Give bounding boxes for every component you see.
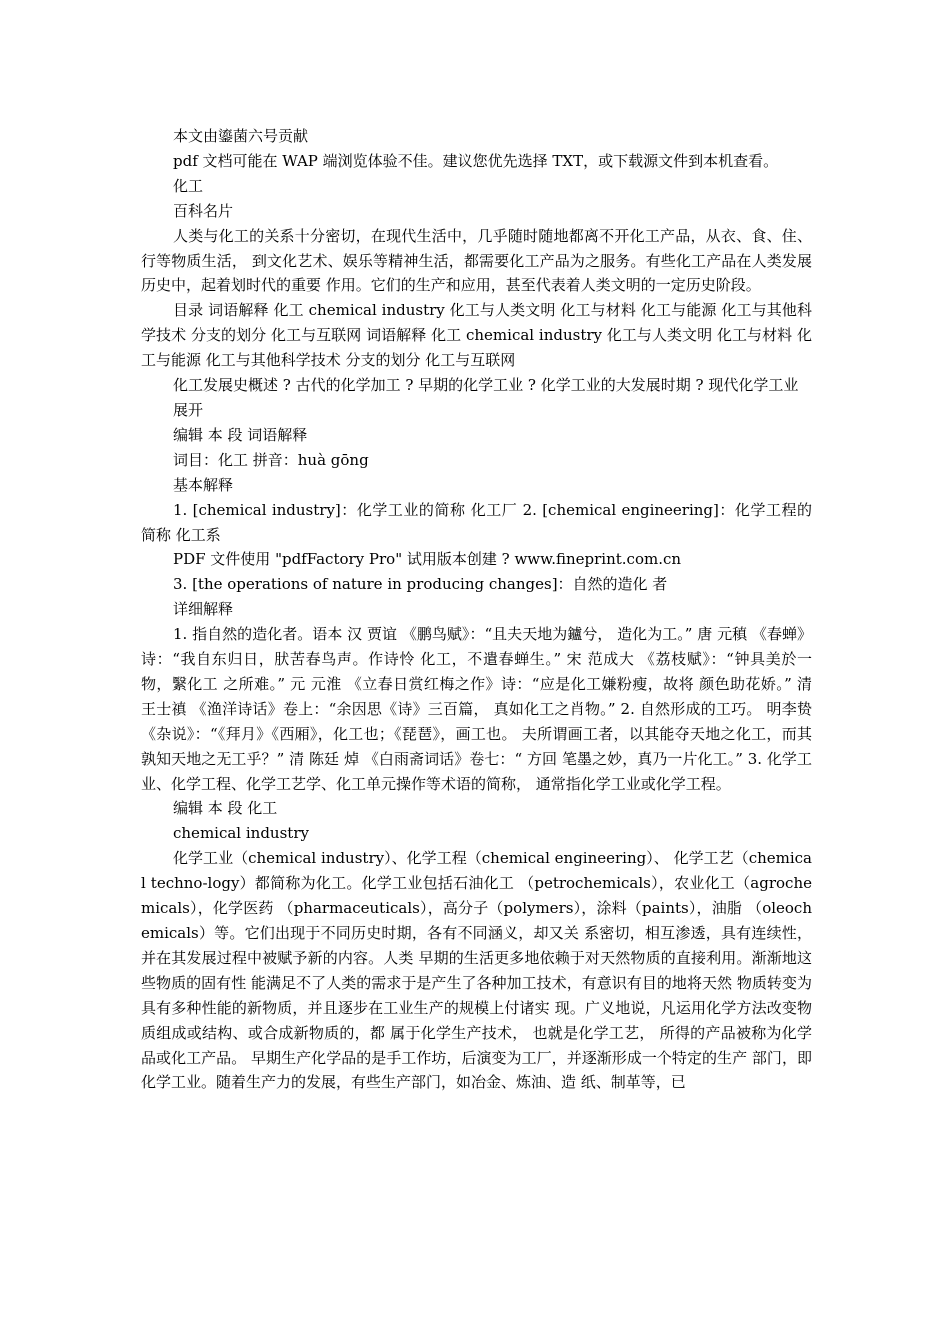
detailed-explanation: 1. 指自然的造化者。语本 汉 贾谊 《鹏鸟赋》：“且夫天地为鑪兮， 造化为工。” 唐 元稹 《春蝉》诗：“我自东归日，肰苦春鸟声。作诗怜 化工，不遣春蝉生。” 宋 范成大 《荔枝赋》：“钟具美於一物，繄化工 之所难。” 元 元淮 《立春日赏红梅之作》诗：“应是化工嫌粉瘦，故将 颜色助花娇。” 清 王士禛 《渔洋诗话》卷上：“余因思《诗》三百篇， 真如化工之肖物。” 2. 自然形成的工巧。 明李贽 《杂说》：“《拜月》《西厢》，化工也；《琵琶》，画工也。 夫所谓画工者，以其能夺天地之化工，而其孰知天地之无工乎？” 清 陈廷 焯 《白雨斋词话》卷七：“ 方回 笔墨之妙，真乃一片化工。” 3. 化学工业、化学工程、化学工艺学、化工单元操作等术语的简称， 通常指化学工业或化学工程。 <box>141 625 812 793</box>
section-heading-terms: 编辑 本 段 词语解释 <box>173 425 308 444</box>
document-page <box>141 124 812 1095</box>
section-heading-chemical: 编辑 本 段 化工 <box>173 799 278 818</box>
term-pinyin: 词目：化工 拼音：huà gōng <box>173 450 369 469</box>
contributor-line: 本文由鎏菌六号贡献 <box>173 127 309 145</box>
intro-paragraph: 人类与化工的关系十分密切，在现代生活中，几乎随时随地都离不开化工产品，从衣、食、住、行等物质生活， 到文化艺术、娱乐等精神生活，都需要化工产品为之服务。有些化工产品在人类发展历史中，起着划时代的重要 作用。它们的生产和应用，甚至代表着人类文明的一定历史阶段。 <box>141 226 812 295</box>
detailed-explanation-heading: 详细解释 <box>173 600 234 619</box>
section-heading-baike: 百科名片 <box>173 201 234 220</box>
document-title: 化工 <box>173 176 204 195</box>
basic-explanation-heading: 基本解释 <box>173 475 234 494</box>
history-outline: 化工发展史概述 ? 古代的化学加工 ? 早期的化学工业 ? 化学工业的大发展时期 ? 现代化学工业 <box>173 376 799 395</box>
expand-link[interactable]: 展开 <box>173 400 204 419</box>
basic-explanation-3: 3. [the operations of nature in producing changes]：自然的造化 者 <box>173 575 668 594</box>
body-paragraph: 化学工业（chemical industry）、化学工程（chemical engineering）、 化学工艺（chemical techno-logy）都简称为化工。化学工业包括石油化工 （petrochemicals），农业化工（agrochemicals），化学医药 （pharmaceuticals），高分子（polymers），涂料（paints），油脂 （oleochemicals）等。它们出现于不同历史时期，各有不同涵义，却又关 系密切，相互渗透，具有连续性，并在其发展过程中被赋予新的内容。人类 早期的生活更多地依赖于对天然物质的直接利用。渐渐地这些物质的固有性 能满足不了人类的需求于是产生了各种加工技术，有意识有目的地将天然 物质转变为具有多种性能的新物质，并且逐步在工业生产的规模上付诸实 现。广义地说，凡运用化学方法改变物质组成或结构、或合成新物质的，都 属于化学生产技术， 也就是化学工艺， 所得的产品被称为化学品或化工产品。 早期生产化学品的是手工作坊，后演变为工厂，并逐渐形成一个特定的生产 部门，即化学工业。随着生产力的发展，有些生产部门，如冶金、炼油、造 纸、制革等，已 <box>141 849 812 1092</box>
pdf-factory-notice: PDF 文件使用 "pdfFactory Pro" 试用版本创建 ? www.fineprint.com.cn <box>173 550 682 569</box>
table-of-contents: 目录 词语解释 化工 chemical industry 化工与人类文明 化工与材料 化工与能源 化工与其他科学技术 分支的划分 化工与互联网 词语解释 化工 chemical industry 化工与人类文明 化工与材料 化工与能源 化工与其他科学技术 分支的划分 化工与互联网 <box>141 301 812 370</box>
english-subheading: chemical industry <box>173 824 309 843</box>
pdf-notice: pdf 文档可能在 WAP 端浏览体验不佳。建议您优先选择 TXT，或下载源文件到本机查看。 <box>173 151 779 170</box>
basic-explanation: 1. [chemical industry]：化学工业的简称 化工厂 2. [chemical engineering]：化学工程的简称 化工系 <box>141 500 812 544</box>
